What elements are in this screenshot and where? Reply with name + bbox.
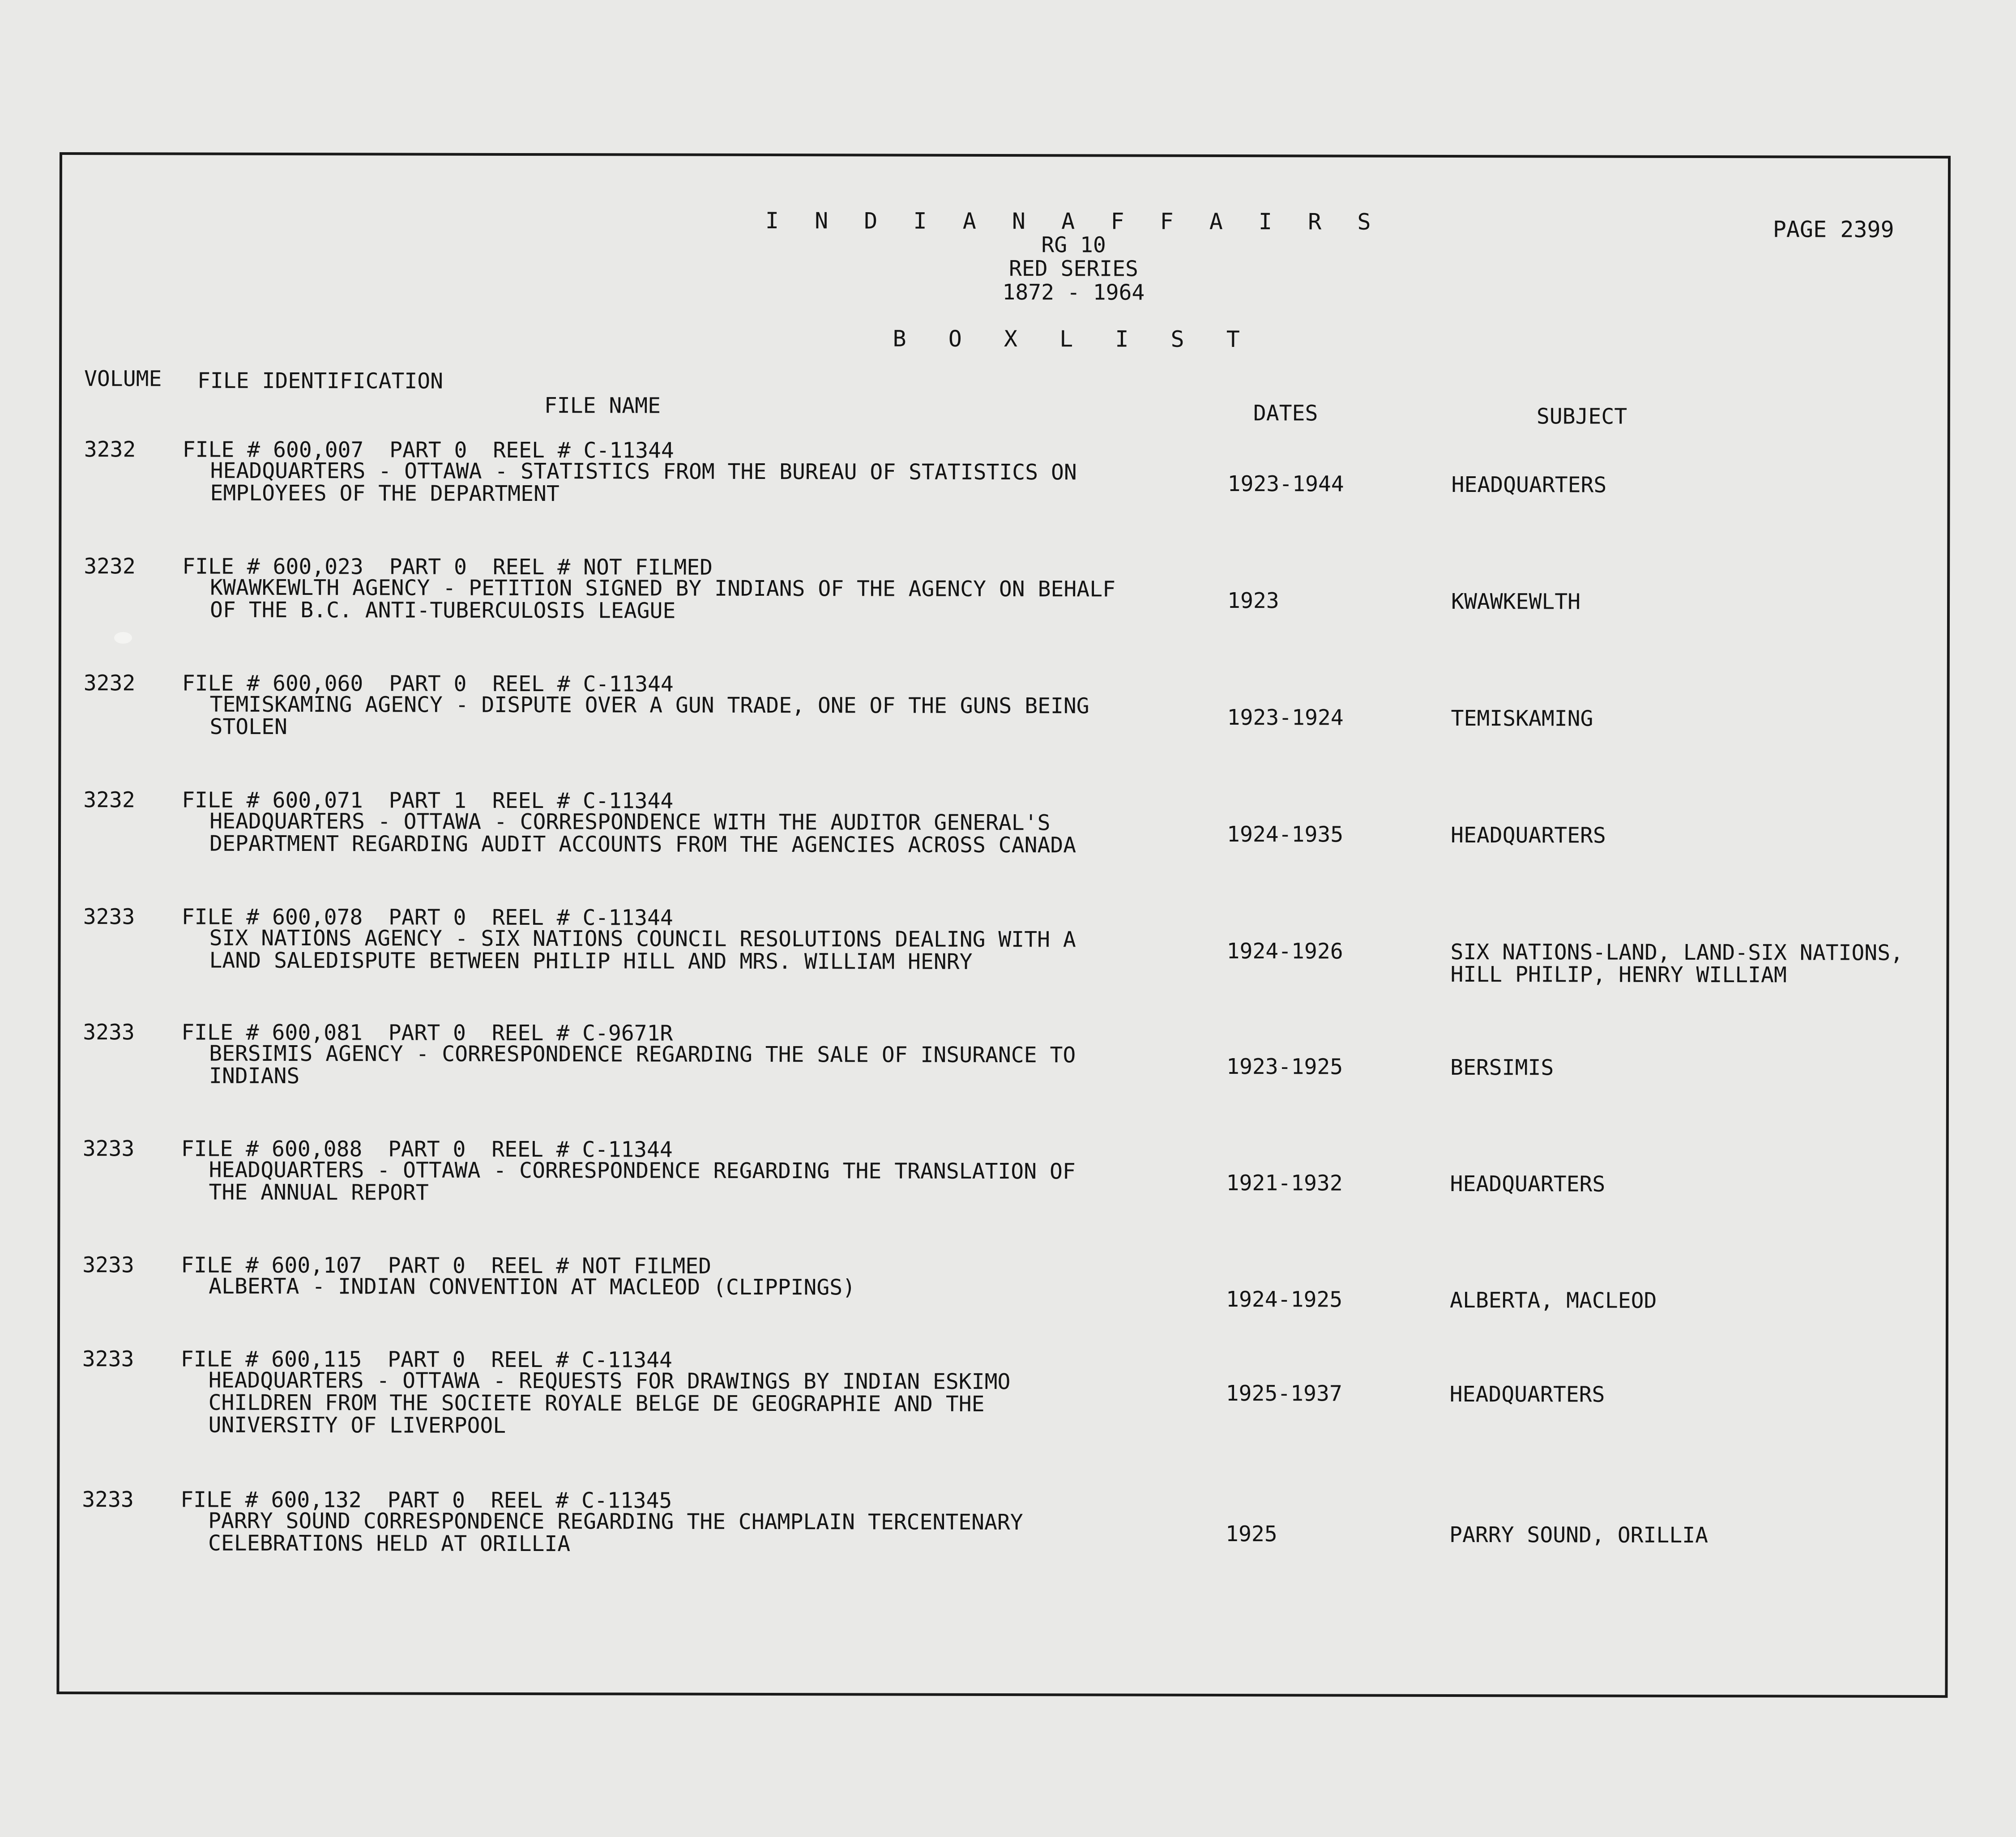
column-header-file-identification: FILE IDENTIFICATION: [197, 368, 444, 394]
file-dates: 1924-1925: [1226, 1287, 1343, 1312]
file-name: HEADQUARTERS - OTTAWA - CORRESPONDENCE REGARDING THE TRANSLATION OF THE ANNUAL REPORT: [209, 1157, 1076, 1205]
file-dates: 1923-1924: [1227, 705, 1344, 731]
file-identification: FILE # 600,060 PART 0 REEL # C-11344: [182, 671, 674, 697]
file-identification: FILE # 600,081 PART 0 REEL # C-9671R: [181, 1020, 673, 1046]
file-dates: 1924-1926: [1226, 939, 1343, 964]
file-name: HEADQUARTERS - OTTAWA - REQUESTS FOR DRAWINGS BY INDIAN ESKIMO CHILDREN FROM THE SOCIETE ROYALE BELGE DE GEOGRAPHIE AND THE UNIVERSITY OF LIVERPOOL: [208, 1367, 1011, 1438]
file-dates: 1924-1935: [1227, 822, 1344, 847]
file-identification: FILE # 600,115 PART 0 REEL # C-11344: [180, 1346, 673, 1373]
document-title: I N D I A N A F F A I R S: [765, 208, 1382, 235]
table-row: [60, 904, 1946, 1015]
volume-number: 3233: [82, 1252, 134, 1278]
page-number: PAGE 2399: [1773, 216, 1894, 243]
file-dates: 1923: [1227, 588, 1279, 614]
file-name: HEADQUARTERS - OTTAWA - STATISTICS FROM THE BUREAU OF STATISTICS ON EMPLOYEES OF THE DEPARTMENT: [210, 458, 1077, 507]
file-identification: FILE # 600,071 PART 1 REEL # C-11344: [182, 787, 674, 814]
volume-number: 3232: [83, 787, 135, 813]
volume-number: 3233: [82, 1136, 135, 1162]
file-identification: FILE # 600,023 PART 0 REEL # NOT FILMED: [182, 554, 713, 580]
file-subject: KWAWKEWLTH: [1451, 589, 1581, 615]
volume-number: 3233: [83, 904, 135, 930]
volume-number: 3232: [84, 437, 136, 462]
file-dates: 1921-1932: [1226, 1171, 1343, 1196]
table-row: [60, 1346, 1945, 1457]
volume-number: 3233: [83, 1020, 135, 1045]
table-row: [61, 671, 1947, 782]
file-identification: FILE # 600,088 PART 0 REEL # C-11344: [181, 1136, 673, 1162]
table-row: [60, 1020, 1946, 1131]
file-dates: 1923-1925: [1226, 1054, 1343, 1080]
file-name: ALBERTA - INDIAN CONVENTION AT MACLEOD (CLIPPINGS): [209, 1273, 856, 1300]
file-identification: FILE # 600,132 PART 0 REEL # C-11345: [180, 1487, 672, 1513]
table-row: [61, 787, 1947, 898]
column-header-file-name: FILE NAME: [544, 393, 661, 419]
document-header: [688, 209, 1458, 305]
table-row: [60, 1487, 1945, 1598]
file-dates: 1923-1944: [1227, 471, 1344, 497]
file-subject: ALBERTA, MACLEOD: [1450, 1287, 1657, 1313]
list-title: B O X L I S T: [893, 325, 1254, 353]
file-subject: SIX NATIONS-LAND, LAND-SIX NATIONS, HILL PHILIP, HENRY WILLIAM: [1450, 939, 1904, 988]
series-name: RED SERIES: [1008, 256, 1139, 282]
table-row: [61, 554, 1947, 665]
table-row: [61, 437, 1947, 548]
volume-number: 3233: [82, 1346, 134, 1372]
file-name: TEMISKAMING AGENCY - DISPUTE OVER A GUN TRADE, ONE OF THE GUNS BEING STOLEN: [209, 692, 1089, 739]
file-subject: HEADQUARTERS: [1451, 822, 1606, 848]
file-name: BERSIMIS AGENCY - CORRESPONDENCE REGARDING THE SALE OF INSURANCE TO INDIANS: [209, 1041, 1076, 1089]
volume-number: 3232: [83, 671, 136, 696]
file-name: HEADQUARTERS - OTTAWA - CORRESPONDENCE WITH THE AUDITOR GENERAL'S DEPARTMENT REGARDING AUDIT ACCOUNTS FROM THE AGENCIES ACROSS CANADA: [209, 808, 1076, 858]
file-name: KWAWKEWLTH AGENCY - PETITION SIGNED BY INDIANS OF THE AGENCY ON BEHALF OF THE B.C. ANTI-TUBERCULOSIS LEAGUE: [209, 575, 1116, 624]
file-identification: FILE # 600,078 PART 0 REEL # C-11344: [181, 904, 673, 931]
file-subject: PARRY SOUND, ORILLIA: [1449, 1522, 1708, 1548]
file-identification: FILE # 600,107 PART 0 REEL # NOT FILMED: [181, 1252, 712, 1279]
file-name: SIX NATIONS AGENCY - SIX NATIONS COUNCIL RESOLUTIONS DEALING WITH A LAND SALEDISPUTE BETWEEN PHILIP HILL AND MRS. WILLIAM HENRY: [209, 925, 1076, 974]
document-frame: [56, 152, 1951, 1698]
file-subject: TEMISKAMING: [1451, 705, 1593, 731]
volume-number: 3233: [82, 1487, 134, 1512]
column-header-volume: VOLUME: [84, 366, 162, 392]
volume-number: 3232: [84, 554, 136, 579]
file-subject: HEADQUARTERS: [1449, 1381, 1605, 1407]
file-dates: 1925: [1226, 1521, 1277, 1547]
year-range: 1872 - 1964: [1002, 280, 1145, 305]
record-group: RG 10: [1041, 232, 1106, 258]
column-header-subject: SUBJECT: [1536, 404, 1627, 429]
file-subject: BERSIMIS: [1450, 1055, 1554, 1081]
file-identification: FILE # 600,007 PART 0 REEL # C-11344: [182, 437, 674, 463]
file-subject: HEADQUARTERS: [1450, 1171, 1606, 1197]
file-subject: HEADQUARTERS: [1451, 472, 1607, 498]
file-dates: 1925-1937: [1226, 1381, 1342, 1406]
file-name: PARRY SOUND CORRESPONDENCE REGARDING THE CHAMPLAIN TERCENTENARY CELEBRATIONS HELD AT ORILLIA: [208, 1508, 1023, 1557]
table-row: [60, 1136, 1946, 1247]
column-header-dates: DATES: [1253, 401, 1318, 426]
